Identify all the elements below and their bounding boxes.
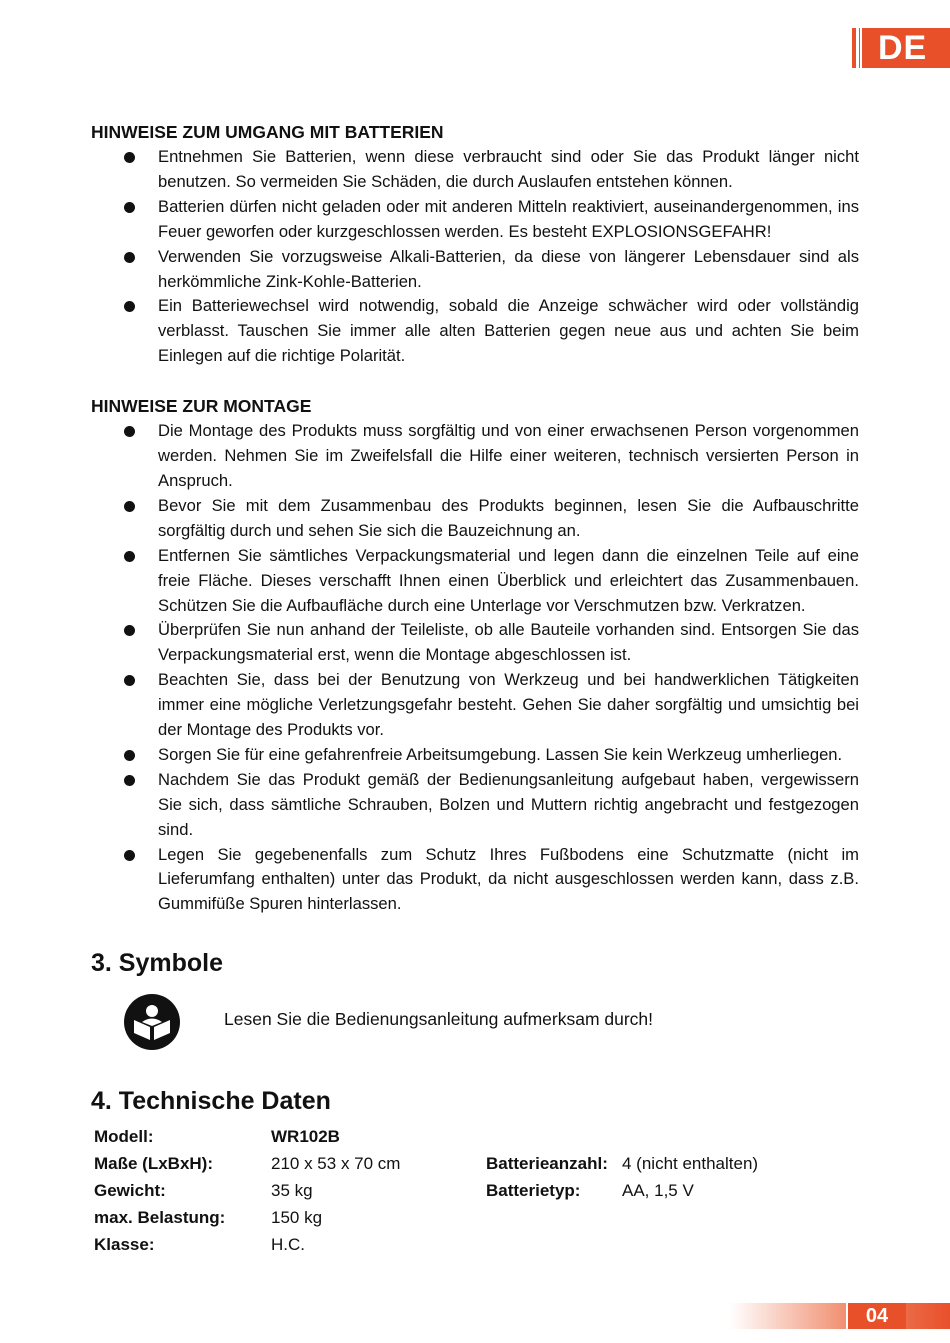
assembly-list — [91, 419, 859, 917]
tech-table — [94, 1127, 758, 1262]
symbol-description: Lesen Sie die Bedienungsanleitung aufmerksam durch! — [224, 1009, 654, 1030]
list-item: Nachdem Sie das Produkt gemäß der Bedienungsanleitung aufgebaut haben, vergewissern Sie sich, dass sämtliche Schrauben, Bolzen und Muttern richtig angebracht und festgezogen sind. — [91, 768, 859, 843]
batteries-heading: HINWEISE ZUM UMGANG MIT BATTERIEN — [91, 122, 444, 142]
bullet-icon — [124, 850, 135, 861]
list-item: Verwenden Sie vorzugsweise Alkali-Batterien, da diese von längerer Lebensdauer sind als herkömmliche Zink-Kohle-Batterien. — [91, 245, 859, 295]
table-row: Maße (LxBxH): 210 x 53 x 70 cm Batterieanzahl: 4 (nicht enthalten) — [94, 1154, 759, 1174]
list-item: Entnehmen Sie Batterien, wenn diese verbraucht sind oder Sie das Produkt länger nicht benutzen. So vermeiden Sie Schäden, die durch Auslaufen entstehen können. — [91, 145, 859, 195]
list-item: Ein Batteriewechsel wird notwendig, sobald die Anzeige schwächer wird oder vollständig verblasst. Tauschen Sie immer alle alten Batterien gegen neue aus und achten Sie beim Einlegen auf die richtige Polarität. — [91, 294, 859, 369]
bullet-icon — [124, 750, 135, 761]
page-footer — [730, 1303, 950, 1329]
list-item: Legen Sie gegebenenfalls zum Schutz Ihres Fußbodens eine Schutzmatte (nicht im Lieferumfang enthalten) unter das Produkt, da nicht ausgeschlossen werden kann, dass z.B. Gummifüße Spuren hinterlassen. — [91, 843, 859, 918]
table-row: Klasse: H.C. — [94, 1235, 305, 1255]
read-manual-icon — [123, 993, 181, 1051]
bullet-icon — [124, 551, 135, 562]
language-code: DE — [878, 29, 928, 67]
bullet-icon — [124, 775, 135, 786]
list-item: Sorgen Sie für eine gefahrenfreie Arbeitsumgebung. Lassen Sie kein Werkzeug umherliegen. — [91, 743, 859, 768]
table-row: Modell: WR102B — [94, 1127, 340, 1147]
list-item: Batterien dürfen nicht geladen oder mit anderen Mitteln reaktiviert, auseinandergenommen, ins Feuer geworfen oder kurzgeschlossen werden. Es besteht EXPLOSIONSGEFAHR! — [91, 195, 859, 245]
bullet-icon — [124, 625, 135, 636]
list-item: Beachten Sie, dass bei der Benutzung von Werkzeug und bei handwerklichen Tätigkeiten immer eine mögliche Verletzungsgefahr besteht. Gehen Sie daher sorgfältig und umsichtig bei der Montage des Produkts vor. — [91, 668, 859, 743]
list-item: Die Montage des Produkts muss sorgfältig und von einer erwachsenen Person vorgenommen werden. Nehmen Sie im Zweifelsfall die Hilfe einer weiteren, technisch versierten Person in Anspruch. — [91, 419, 859, 494]
list-item: Bevor Sie mit dem Zusammenbau des Produkts beginnen, lesen Sie die Aufbauschritte sorgfältig durch und sehen Sie sich die Bauzeichnung an. — [91, 494, 859, 544]
assembly-heading: HINWEISE ZUR MONTAGE — [91, 396, 312, 417]
symbols-heading: 3. Symbole — [91, 949, 223, 978]
bullet-icon — [124, 252, 135, 263]
batteries-list — [91, 145, 859, 369]
bullet-icon — [124, 675, 135, 686]
bullet-icon — [124, 202, 135, 213]
page-content — [91, 120, 859, 1262]
bullet-icon — [124, 152, 135, 163]
tech-heading: 4. Technische Daten — [91, 1087, 331, 1116]
bullet-icon — [124, 301, 135, 312]
page-number: 04 — [846, 1303, 906, 1329]
bullet-icon — [124, 426, 135, 437]
table-row: Gewicht: 35 kg Batterietyp: AA, 1,5 V — [94, 1181, 694, 1201]
list-item: Überprüfen Sie nun anhand der Teileliste, ob alle Bauteile vorhanden sind. Entsorgen Sie das Verpackungsmaterial erst, wenn die Montage abgeschlossen ist. — [91, 618, 859, 668]
table-row: max. Belastung: 150 kg — [94, 1208, 323, 1228]
symbol-row — [91, 993, 859, 1055]
list-item: Entfernen Sie sämtliches Verpackungsmaterial und legen dann die einzelnen Teile auf eine freie Fläche. Dieses verschafft Ihnen einen Überblick und erleichtert das Zusammenbauen. Schützen Sie die Aufbaufläche durch eine Unterlage vor Verschmutzen bzw. Verkratzen. — [91, 544, 859, 619]
language-badge — [852, 28, 950, 68]
bullet-icon — [124, 501, 135, 512]
